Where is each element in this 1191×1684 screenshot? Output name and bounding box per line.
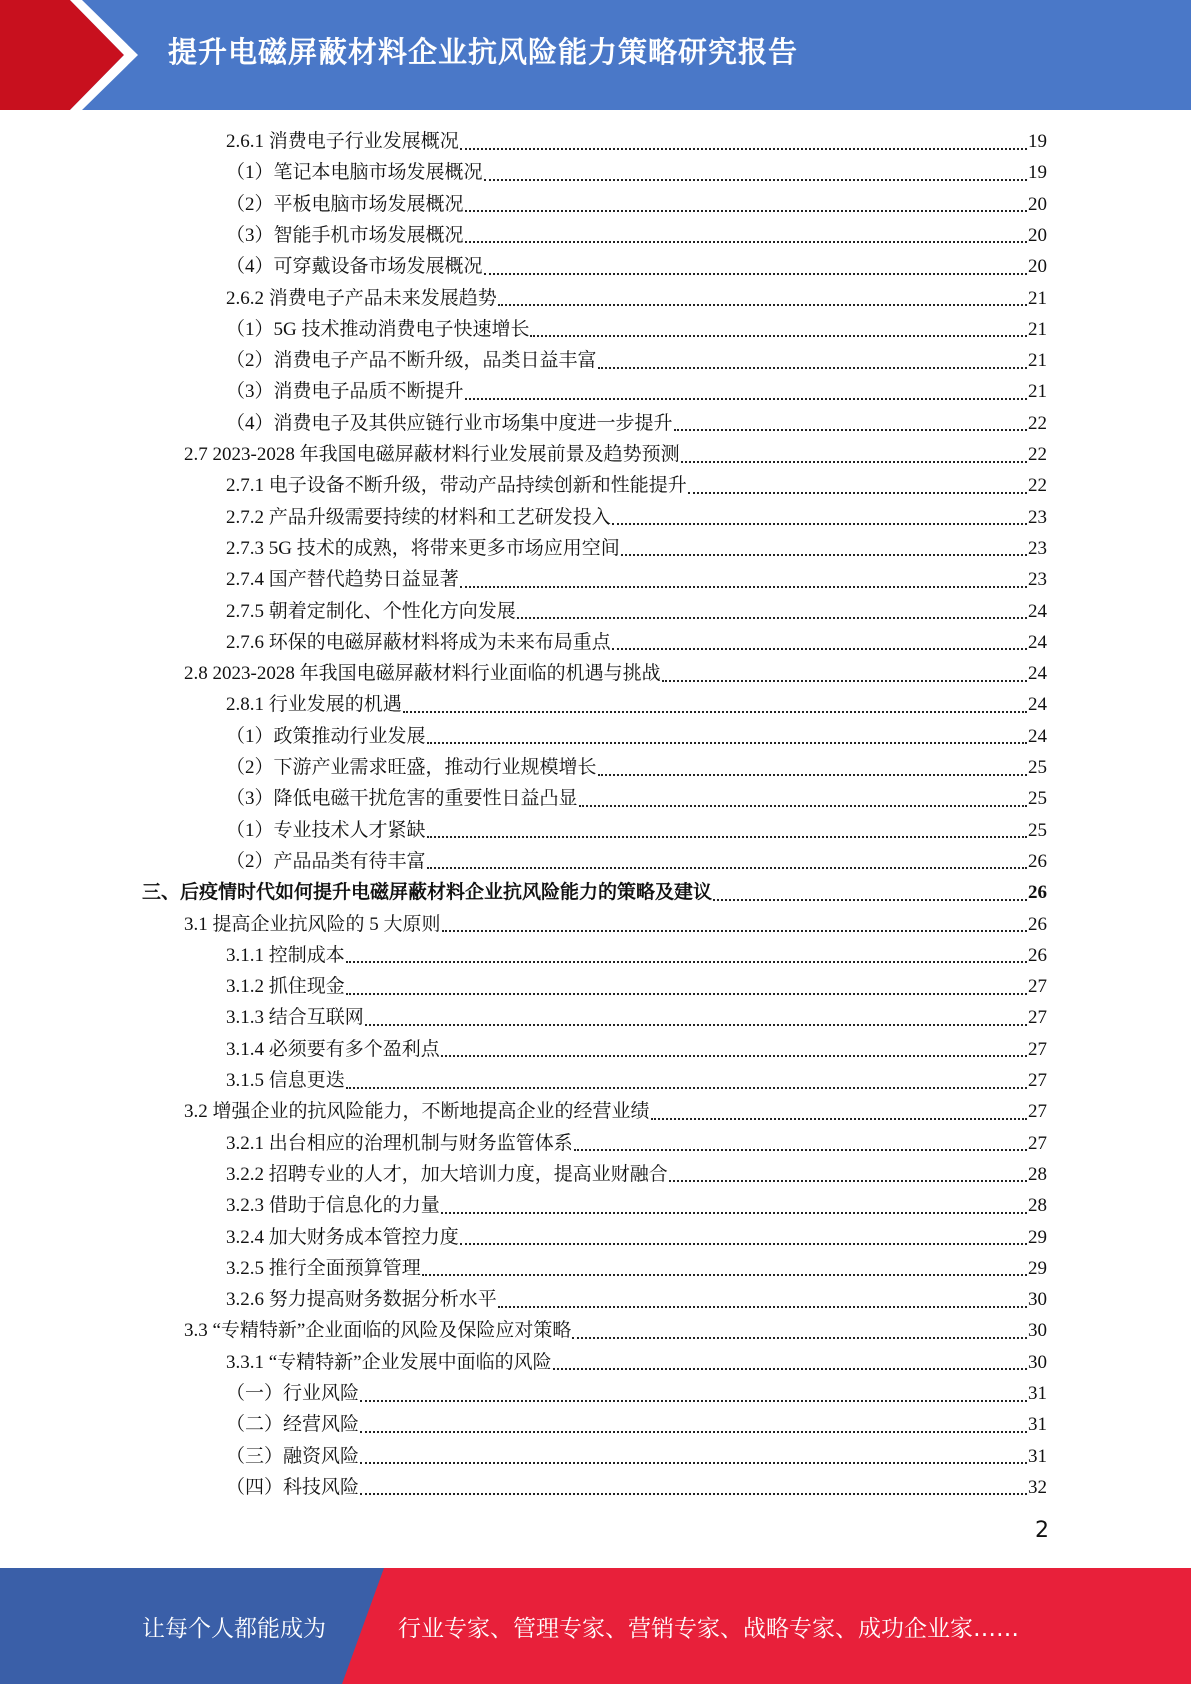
page-number: 2 xyxy=(1035,1518,1049,1543)
toc-entry[interactable] xyxy=(226,1472,1047,1503)
toc-entry-page: 21 xyxy=(1028,287,1047,309)
toc-leader-dots xyxy=(346,961,1027,963)
toc-entry-page: 21 xyxy=(1028,381,1047,403)
toc-entry[interactable] xyxy=(184,439,1047,470)
toc-entry[interactable] xyxy=(226,1441,1047,1472)
toc-leader-dots xyxy=(460,148,1027,150)
toc-entry-label: 2.7 2023-2028 年我国电磁屏蔽材料行业发展前景及趋势预测 xyxy=(184,444,680,465)
toc-entry[interactable] xyxy=(184,658,1047,689)
toc-entry-page: 30 xyxy=(1028,1351,1047,1373)
toc-entry-label: （一）行业风险 xyxy=(226,1383,360,1404)
toc-entry-page: 30 xyxy=(1028,1289,1047,1311)
toc-entry-page: 26 xyxy=(1028,850,1047,872)
report-title: 提升电磁屏蔽材料企业抗风险能力策略研究报告 xyxy=(168,34,799,69)
toc-entry-page: 24 xyxy=(1028,663,1047,685)
toc-entry-label: 2.8.1 行业发展的机遇 xyxy=(226,694,402,716)
toc-leader-dots xyxy=(713,899,1027,901)
toc-entry[interactable] xyxy=(184,909,1047,940)
toc-leader-dots xyxy=(681,461,1027,463)
toc-entry[interactable] xyxy=(226,220,1047,251)
toc-entry-label: 3.1.1 控制成本 xyxy=(226,944,345,966)
toc-entry-label: 3.3.1 “专精特新”企业发展中面临的风险 xyxy=(226,1351,552,1373)
toc-entry-label: （二）经营风险 xyxy=(226,1414,360,1436)
toc-entry[interactable] xyxy=(226,564,1047,595)
toc-leader-dots xyxy=(465,210,1027,212)
toc-leader-dots xyxy=(360,1431,1027,1433)
toc-entry-label: （4）可穿戴设备市场发展概况 xyxy=(226,256,483,278)
toc-entry[interactable] xyxy=(226,283,1047,314)
toc-entry-page: 22 xyxy=(1028,444,1047,465)
toc-entry[interactable] xyxy=(226,1128,1047,1159)
toc-entry[interactable] xyxy=(226,846,1047,877)
footer-slogan-right: 行业专家、管理专家、营销专家、战略专家、成功企业家…… xyxy=(398,1615,1019,1642)
toc-entry-page: 31 xyxy=(1028,1445,1047,1467)
toc-entry-label: （1）笔记本电脑市场发展概况 xyxy=(226,162,483,184)
toc-entry-label: 3.2.1 出台相应的治理机制与财务监管体系 xyxy=(226,1132,573,1154)
toc-leader-dots xyxy=(674,429,1027,431)
toc-leader-dots xyxy=(427,742,1027,744)
toc-entry[interactable] xyxy=(226,470,1047,501)
toc-entry-label: 3.1.2 抓住现金 xyxy=(226,976,345,998)
toc-entry-page: 20 xyxy=(1028,256,1047,278)
toc-leader-dots xyxy=(422,1274,1027,1276)
toc-entry[interactable] xyxy=(226,971,1047,1002)
toc-leader-dots xyxy=(360,1400,1027,1402)
toc-leader-dots xyxy=(517,617,1027,619)
toc-entry[interactable] xyxy=(226,815,1047,846)
toc-leader-dots xyxy=(441,1055,1027,1057)
toc-entry-label: 3.1 提高企业抗风险的 5 大原则 xyxy=(184,913,441,935)
toc-entry-page: 26 xyxy=(1028,944,1047,966)
toc-entry[interactable] xyxy=(226,1002,1047,1033)
toc-leader-dots xyxy=(579,805,1027,807)
toc-leader-dots xyxy=(669,1180,1027,1182)
toc-entry-label: （2）产品品类有待丰富 xyxy=(226,850,426,872)
toc-entry-page: 25 xyxy=(1028,819,1047,841)
toc-entry[interactable] xyxy=(184,1096,1047,1127)
toc-entry[interactable] xyxy=(226,126,1047,157)
toc-leader-dots xyxy=(612,648,1027,650)
toc-entry[interactable] xyxy=(226,783,1047,814)
toc-entry-label: （四）科技风险 xyxy=(226,1476,360,1498)
toc-entry[interactable] xyxy=(226,189,1047,220)
toc-entry-page: 24 xyxy=(1028,725,1047,747)
toc-entry-page: 21 xyxy=(1028,350,1047,372)
toc-entry-page: 24 xyxy=(1028,694,1047,716)
toc-entry-label: 3.2.5 推行全面预算管理 xyxy=(226,1257,421,1279)
toc-leader-dots xyxy=(498,1306,1027,1308)
toc-entry[interactable] xyxy=(226,157,1047,188)
toc-entry-label: 3.1.4 必须要有多个盈利点 xyxy=(226,1038,440,1060)
toc-entry[interactable] xyxy=(226,345,1047,376)
toc-entry[interactable] xyxy=(226,1284,1047,1315)
toc-entry-page: 23 xyxy=(1028,569,1047,591)
header-band xyxy=(0,0,1191,110)
toc-entry-label: 2.6.2 消费电子产品未来发展趋势 xyxy=(226,287,497,309)
toc-leader-dots xyxy=(612,523,1027,525)
toc-leader-dots xyxy=(553,1368,1027,1370)
toc-leader-dots xyxy=(360,1493,1027,1495)
toc-entry-page: 31 xyxy=(1028,1383,1047,1404)
toc-entry-page: 22 xyxy=(1028,475,1047,497)
toc-entry[interactable] xyxy=(226,314,1047,345)
toc-entry-page: 28 xyxy=(1028,1163,1047,1185)
toc-entry-label: 3.1.3 结合互联网 xyxy=(226,1007,364,1029)
toc-entry-label: （2）消费电子产品不断升级，品类日益丰富 xyxy=(226,350,597,372)
toc-entry-label: 3.2.3 借助于信息化的力量 xyxy=(226,1195,440,1217)
toc-entry-page: 29 xyxy=(1028,1257,1047,1279)
toc-entry-label: （1）政策推动行业发展 xyxy=(226,725,426,747)
toc-leader-dots xyxy=(484,273,1027,275)
toc-entry[interactable] xyxy=(226,596,1047,627)
toc-entry-label: 2.7.2 产品升级需要持续的材料和工艺研发投入 xyxy=(226,506,611,528)
toc-entry-page: 25 xyxy=(1028,757,1047,778)
toc-entry-label: 3.2.6 努力提高财务数据分析水平 xyxy=(226,1289,497,1311)
toc-leader-dots xyxy=(360,1462,1027,1464)
toc-entry-label: 2.7.1 电子设备不断升级，带动产品持续创新和性能提升 xyxy=(226,475,687,497)
toc-entry-page: 27 xyxy=(1028,1132,1047,1154)
toc-entry-page: 19 xyxy=(1028,162,1047,184)
toc-entry-page: 27 xyxy=(1028,976,1047,998)
toc-entry[interactable] xyxy=(226,1065,1047,1096)
toc-leader-dots xyxy=(498,304,1027,306)
toc-entry-label: 三、后疫情时代如何提升电磁屏蔽材料企业抗风险能力的策略及建议 xyxy=(142,882,713,904)
toc-entry[interactable] xyxy=(226,376,1047,407)
toc-leader-dots xyxy=(530,335,1027,337)
toc-entry[interactable] xyxy=(226,1034,1047,1065)
toc-entry-label: 3.2.4 加大财务成本管控力度 xyxy=(226,1226,459,1248)
toc-entry-page: 32 xyxy=(1028,1476,1047,1498)
toc-entry-page: 28 xyxy=(1028,1195,1047,1217)
toc-entry-label: （1）5G 技术推动消费电子快速增长 xyxy=(226,318,530,340)
toc-entry-label: 2.6.1 消费电子行业发展概况 xyxy=(226,131,459,152)
toc-entry-page: 27 xyxy=(1028,1007,1047,1029)
toc-entry-label: 2.8 2023-2028 年我国电磁屏蔽材料行业面临的机遇与挑战 xyxy=(184,663,661,685)
toc-entry-page: 25 xyxy=(1028,788,1047,810)
toc-entry[interactable] xyxy=(184,1315,1047,1346)
footer-slogan-left: 让每个人都能成为 xyxy=(142,1615,326,1642)
toc-entry-label: （2）下游产业需求旺盛，推动行业规模增长 xyxy=(226,757,597,778)
toc-entry[interactable] xyxy=(226,251,1047,282)
toc-leader-dots xyxy=(403,711,1027,713)
toc-entry-page: 22 xyxy=(1028,412,1047,434)
toc-entry-page: 29 xyxy=(1028,1226,1047,1248)
toc-entry-page: 24 xyxy=(1028,631,1047,653)
toc-leader-dots xyxy=(465,398,1027,400)
toc-entry[interactable] xyxy=(226,752,1047,783)
toc-entry-label: 2.7.3 5G 技术的成熟，将带来更多市场应用空间 xyxy=(226,537,620,559)
toc-entry-label: （4）消费电子及其供应链行业市场集中度进一步提升 xyxy=(226,412,673,434)
toc-leader-dots xyxy=(598,774,1027,776)
toc-entry-page: 21 xyxy=(1028,318,1047,340)
toc-entry-label: （3）智能手机市场发展概况 xyxy=(226,224,464,246)
toc-entry-page: 20 xyxy=(1028,193,1047,215)
toc-entry[interactable] xyxy=(226,533,1047,564)
toc-entry-page: 26 xyxy=(1028,882,1047,904)
toc-leader-dots xyxy=(662,680,1027,682)
toc-leader-dots xyxy=(442,930,1027,932)
toc-leader-dots xyxy=(460,1243,1027,1245)
toc-entry-page: 26 xyxy=(1028,913,1047,935)
toc-entry-page: 23 xyxy=(1028,506,1047,528)
toc-leader-dots xyxy=(427,836,1027,838)
toc-entry[interactable] xyxy=(226,502,1047,533)
toc-entry[interactable] xyxy=(226,1253,1047,1284)
toc-leader-dots xyxy=(365,1024,1027,1026)
toc-entry-page: 27 xyxy=(1028,1070,1047,1091)
toc-entry-page: 23 xyxy=(1028,537,1047,559)
toc-leader-dots xyxy=(346,1087,1027,1089)
toc-leader-dots xyxy=(651,1118,1027,1120)
toc-leader-dots xyxy=(598,367,1027,369)
toc-entry[interactable] xyxy=(226,1190,1047,1221)
toc-entry-label: 3.2.2 招聘专业的人才，加大培训力度，提高业财融合 xyxy=(226,1163,668,1185)
toc-leader-dots xyxy=(346,993,1027,995)
toc-entry-page: 19 xyxy=(1028,131,1047,152)
toc-entry-label: （1）专业技术人才紧缺 xyxy=(226,819,426,841)
toc-entry-page: 30 xyxy=(1028,1320,1047,1342)
toc-entry[interactable] xyxy=(226,408,1047,439)
toc-entry[interactable] xyxy=(226,627,1047,658)
toc-entry[interactable] xyxy=(226,940,1047,971)
toc-leader-dots xyxy=(460,586,1027,588)
toc-entry-page: 24 xyxy=(1028,600,1047,622)
toc-entry[interactable] xyxy=(226,1347,1047,1378)
toc-leader-dots xyxy=(572,1337,1027,1339)
toc-entry[interactable] xyxy=(226,689,1047,720)
toc-entry-label: （2）平板电脑市场发展概况 xyxy=(226,193,464,215)
toc-entry-label: 3.3 “专精特新”企业面临的风险及保险应对策略 xyxy=(184,1320,572,1342)
toc-entry-page: 20 xyxy=(1028,224,1047,246)
toc-leader-dots xyxy=(688,492,1027,494)
toc-leader-dots xyxy=(427,867,1027,869)
toc-entry[interactable] xyxy=(226,1378,1047,1409)
toc-entry-label: 2.7.6 环保的电磁屏蔽材料将成为未来布局重点 xyxy=(226,631,611,653)
toc-entry-label: （3）消费电子品质不断提升 xyxy=(226,381,464,403)
toc-entry-label: （三）融资风险 xyxy=(226,1445,360,1467)
toc-entry-page: 27 xyxy=(1028,1038,1047,1060)
toc-leader-dots xyxy=(441,1212,1027,1214)
toc-entry-label: 2.7.5 朝着定制化、个性化方向发展 xyxy=(226,600,516,622)
toc-entry[interactable] xyxy=(226,1409,1047,1440)
toc-entry[interactable] xyxy=(226,1159,1047,1190)
toc-entry-label: 2.7.4 国产替代趋势日益显著 xyxy=(226,569,459,591)
toc-leader-dots xyxy=(465,241,1027,243)
toc-entry-label: （3）降低电磁干扰危害的重要性日益凸显 xyxy=(226,788,578,810)
footer-band xyxy=(0,1568,1191,1684)
toc-entry-label: 3.2 增强企业的抗风险能力，不断地提高企业的经营业绩 xyxy=(184,1101,650,1123)
toc-entry-page: 31 xyxy=(1028,1414,1047,1436)
toc-entry[interactable] xyxy=(226,721,1047,752)
toc-leader-dots xyxy=(484,179,1027,181)
toc-leader-dots xyxy=(574,1149,1027,1151)
toc-entry-page: 27 xyxy=(1028,1101,1047,1123)
toc-entry-label: 3.1.5 信息更迭 xyxy=(226,1070,345,1091)
toc-entry[interactable] xyxy=(142,877,1047,908)
red-chevron-icon xyxy=(0,0,160,110)
toc-leader-dots xyxy=(621,554,1027,556)
toc-entry[interactable] xyxy=(226,1222,1047,1253)
